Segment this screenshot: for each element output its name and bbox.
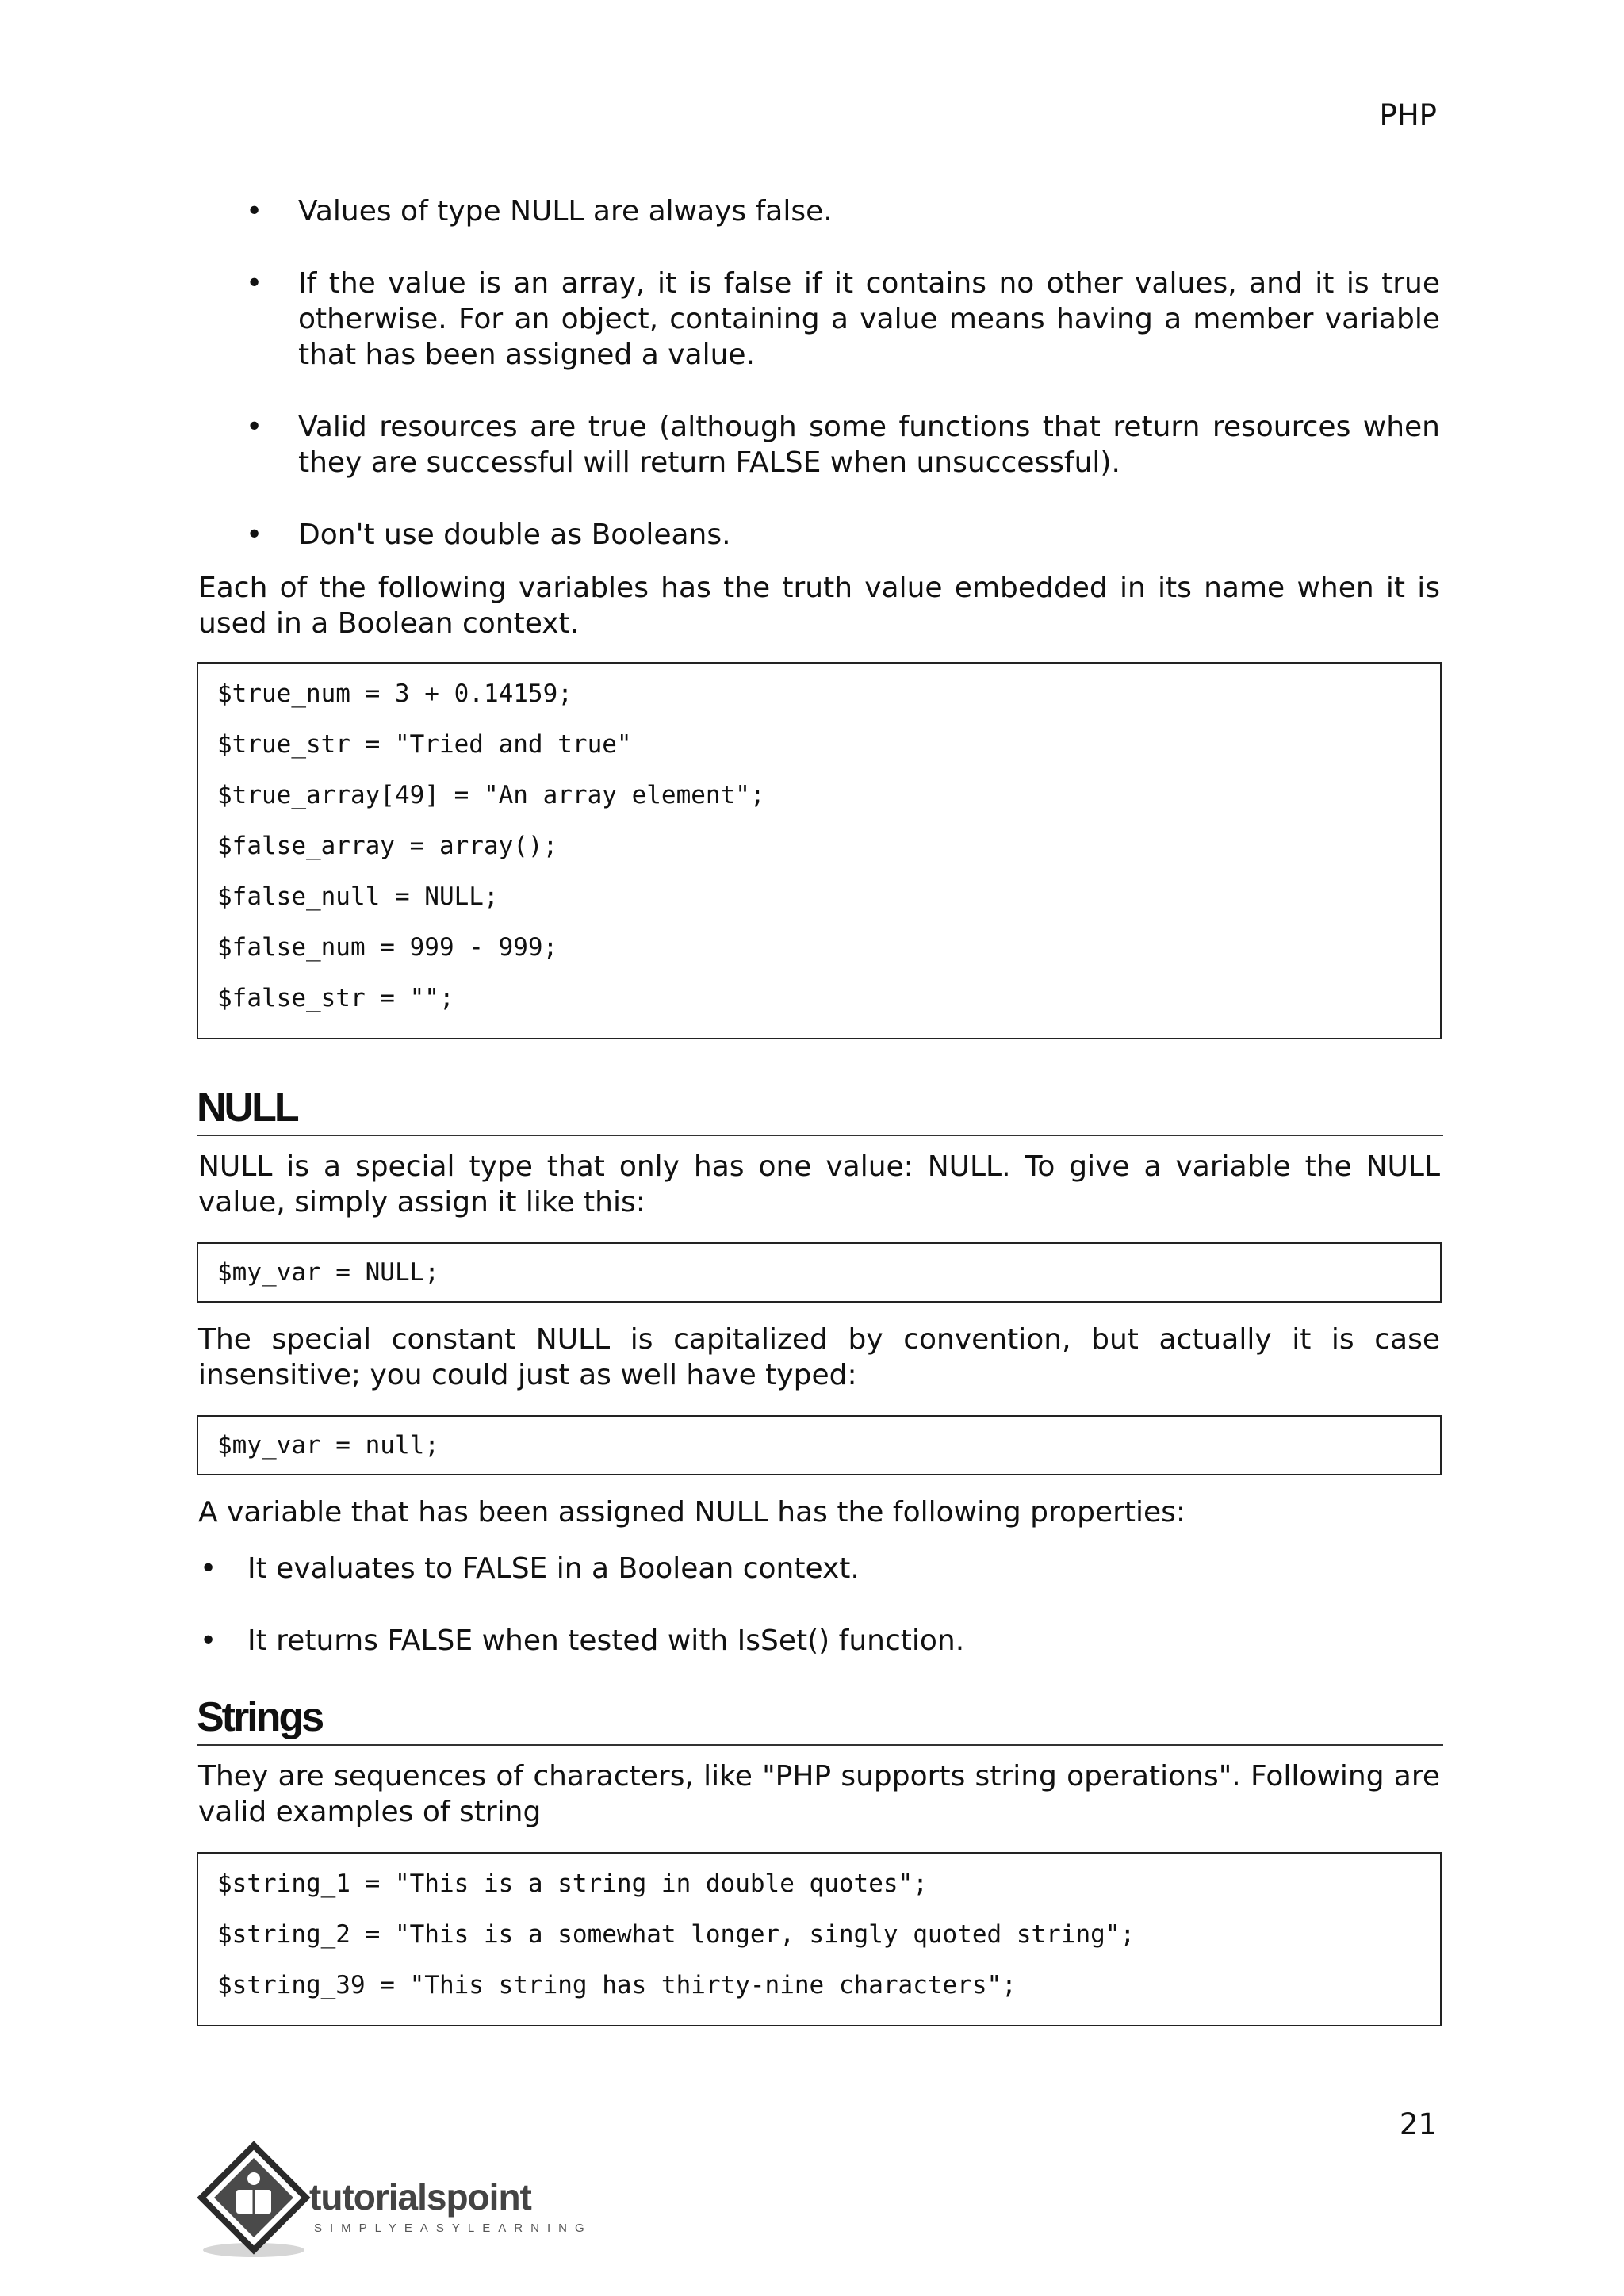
- list-item: • Valid resources are true (although some functions that return resources when they are successful will return FALSE when unsuccessful).: [198, 409, 1440, 480]
- strings-code-block: [197, 1852, 1442, 2026]
- truth-paragraph: Each of the following variables has the truth value embedded in its name when it is used in a Boolean context.: [198, 572, 1440, 640]
- code-line: $true_num = 3 + 0.14159;: [217, 679, 573, 708]
- code-line: $false_str = "";: [217, 984, 454, 1012]
- list-item: • It evaluates to FALSE in a Boolean context.: [198, 1551, 1440, 1586]
- code-line: $true_array[49] = "An array element";: [217, 781, 765, 809]
- code-line: $my_var = NULL;: [217, 1258, 439, 1287]
- null-code-block-1: [197, 1242, 1442, 1303]
- code-line: $string_2 = "This is a somewhat longer, singly quoted string";: [217, 1920, 1136, 1949]
- null-heading: NULL: [197, 1084, 1443, 1136]
- code-line: $string_39 = "This string has thirty-nine characters";: [217, 1971, 1017, 1999]
- strings-paragraph: They are sequences of characters, like "PHP supports string operations". Following are valid examples of string: [198, 1760, 1440, 1828]
- null-paragraph-1: NULL is a special type that only has one value: NULL. To give a variable the NULL value, simply assign it like this:: [198, 1150, 1440, 1219]
- logo-diamond-icon: [197, 2141, 316, 2260]
- logo-wordmark: tutorialspoint: [309, 2176, 531, 2218]
- page-content: [198, 193, 1440, 2050]
- logo-tagline: SIMPLYEASYLEARNING: [314, 2221, 592, 2235]
- tutorialspoint-logo: [197, 2141, 609, 2260]
- list-item: • If the value is an array, it is false if it contains no other values, and it is true otherwise. For an object, containing a value means having a member variable that has been assigned a value.: [198, 266, 1440, 373]
- page-number: 21: [1399, 2107, 1437, 2141]
- code-line: $false_num = 999 - 999;: [217, 933, 558, 962]
- intro-bullet-list: [198, 193, 1440, 553]
- null-paragraph-2: The special constant NULL is capitalized by convention, but actually it is case insensitive; you could just as well have typed:: [198, 1323, 1440, 1391]
- strings-heading: Strings: [197, 1693, 1443, 1746]
- code-line: $true_str = "Tried and true": [217, 730, 632, 759]
- code-line: $my_var = null;: [217, 1431, 439, 1460]
- list-item: • It returns FALSE when tested with IsSet() function.: [198, 1623, 1440, 1659]
- list-item: • Don't use double as Booleans.: [198, 517, 1440, 553]
- code-line: $string_1 = "This is a string in double quotes";: [217, 1869, 928, 1898]
- code-line: $false_array = array();: [217, 832, 558, 860]
- truth-code-block: [197, 662, 1442, 1039]
- null-code-block-2: [197, 1415, 1442, 1475]
- page-header-title: PHP: [1379, 98, 1437, 132]
- null-bullet-list: [198, 1551, 1440, 1659]
- list-item: • Values of type NULL are always false.: [198, 193, 1440, 229]
- null-paragraph-3: A variable that has been assigned NULL has the following properties:: [198, 1496, 1186, 1529]
- code-line: $false_null = NULL;: [217, 882, 499, 911]
